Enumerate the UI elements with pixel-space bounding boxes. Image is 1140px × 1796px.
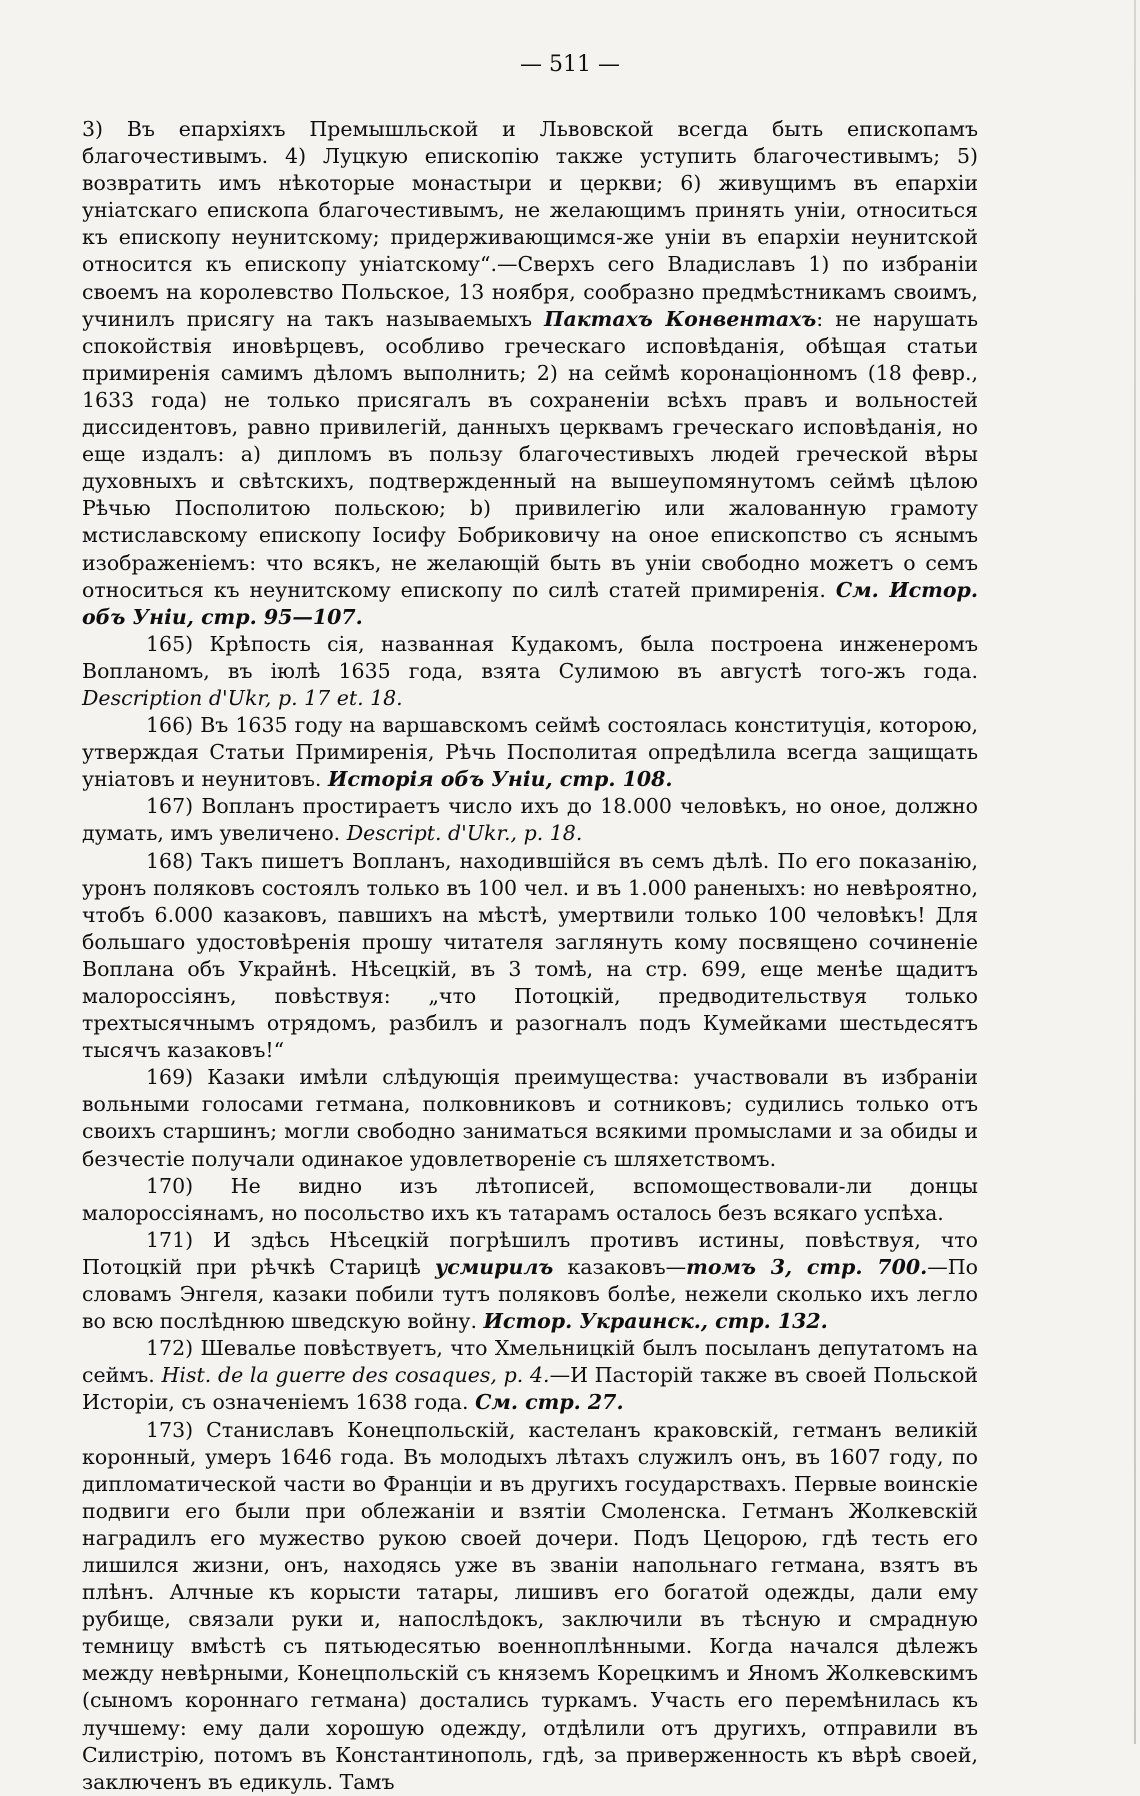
page-edge	[1134, 0, 1136, 1744]
footnote-paragraph	[82, 116, 978, 631]
footnote-paragraph	[82, 712, 978, 793]
paragraph-text: 166) Въ 1635 году на варшавскомъ сеймѣ состоялась конституцiя, которою, утверждая Статьи Примиренiя, Рѣчь Посполитая опредѣлила всегда защищать унiатовъ и неунитовъ.	[82, 713, 978, 792]
paragraph-text: —И Пасторiй также въ своей Польской Исторiи, съ означенiемъ 1638 года.	[82, 1363, 978, 1415]
reference: Исторiя объ Унiи, стр. 108.	[327, 767, 673, 792]
reference: усмирилъ	[435, 1254, 554, 1279]
reference: Пактахъ Конвентахъ	[544, 306, 817, 331]
footnote-paragraph	[82, 1227, 978, 1335]
paragraph-text: 170) Не видно изъ лѣтописей, вспомоществовали-ли донцы малороссiянамъ, но посольство ихъ къ татарамъ осталось безъ всякаго успѣха.	[82, 1173, 978, 1225]
reference: Hist. de la guerre des cosaques, p. 4.	[161, 1363, 550, 1388]
paragraph-text: —По словамъ Энгеля, казаки побили тутъ поляковъ болѣе, нежели сколько ихъ легло во всю послѣднюю шведскую войну.	[82, 1254, 978, 1334]
reference: См. Истор. объ Унiи, стр. 95—107.	[82, 577, 979, 629]
reference: Description d'Ukr, p. 17 et. 18.	[82, 685, 403, 710]
footnote-paragraph	[82, 848, 978, 1065]
paragraph-text: 169) Казаки имѣли слѣдующiя преимущества: участвовали въ избранiи вольными голосами гетмана, полковниковъ и сотниковъ; судились только отъ своихъ старшинъ; могли свободно заниматься всякими промыслами и за обиды и безчестiе получали одинакое удовлетворенiе съ шляхетствомъ.	[82, 1065, 978, 1171]
footnote-paragraph	[82, 1335, 978, 1416]
footnote-paragraph	[82, 1417, 978, 1796]
reference: томъ 3, стр. 700.	[686, 1254, 928, 1279]
paragraph-text: казаковъ—	[553, 1254, 687, 1279]
footnote-paragraph	[82, 793, 978, 847]
reference: См. стр. 27.	[475, 1390, 624, 1415]
footnote-paragraph	[82, 631, 978, 712]
paragraph-text: : не нарушать спокойствiя иновѣрцевъ, особливо греческаго исповѣданiя, обѣщая статьи примиренiя самимъ дѣломъ выполнить; 2) на сеймѣ коронацiонномъ (18 февр., 1633 года) не только присягалъ въ сохраненiи всѣхъ правъ и вольностей диссидентовъ, равно привилегiй, данныхъ церквамъ греческаго исповѣданiя, но еще издалъ: а) дипломъ въ пользу благочестивыхъ людей греческой вѣры духовныхъ и свѣтскихъ, подтвержденный на вышеупомянутомъ сеймѣ цѣлою Рѣчью Посполитою польскою; b) привилегiю или жалованную грамоту мстиславскому епископу Iосифу Бобриковичу на оное епископство съ яснымъ изображенiемъ: что всякъ, не желающiй быть въ унiи свободно можетъ о семъ относиться къ неунитскому епископу по силѣ статей примиренiя.	[82, 306, 978, 602]
reference: Истор. Украинск., стр. 132.	[483, 1309, 828, 1334]
page-number: — 511 —	[520, 52, 620, 77]
paragraph-text: 173) Станиславъ Конецпольскiй, кастеланъ краковскiй, гетманъ великiй коронный, умеръ 1646 года. Въ молодыхъ лѣтахъ служилъ онъ, въ 1607 году, по дипломатической части во Францiи и въ другихъ государствахъ. Первые воинскiе подвиги его были при облежанiи и взятiи Смоленска. Гетманъ Жолкевскiй наградилъ его мужество рукою своей дочери. Подъ Цецорою, гдѣ тесть его лишился жизни, онъ, находясь уже въ званiи напольнаго гетмана, взятъ въ плѣнъ. Алчные къ корысти татары, лишивъ его богатой одежды, дали ему рубище, связали руки и, напослѣдокъ, заключили въ тѣсную и смрадную темницу вмѣстѣ съ пятьюдесятью военноплѣнными. Когда начался дѣлежъ между невѣрными, Конецпольскiй съ княземъ Корецкимъ и Яномъ Жолкевскимъ (сыномъ короннаго гетмана) достались туркамъ. Участь его перемѣнилась къ лучшему: ему дали хорошую одежду, отдѣлили отъ другихъ, отправили въ Силистрiю, потомъ въ Константинополь, гдѣ, за приверженность къ вѣрѣ своей, заключенъ въ едикуль. Тамъ	[82, 1417, 978, 1794]
paragraph-text: 172) Шевалье повѣствуетъ, что Хмельницкiй былъ посыланъ депутатомъ на сеймъ.	[82, 1336, 978, 1388]
footnote-paragraph	[82, 1173, 978, 1227]
paragraph-text: 3) Въ епархiяхъ Премышльской и Львовской всегда быть епископамъ благочестивымъ. 4) Луцкую епископiю также уступить благочестивымъ; 5) возвратить имъ нѣкоторые монастыри и церкви; 6) живущимъ въ епархiи унiатскаго епископа благочестивымъ, не желающимъ принять унiи, относиться къ епископу неунитскому; придерживающимся-же унiи въ епархiи неунитской относится къ епископу унiатскому“.—Сверхъ сего Владиславъ 1) по избранiи своемъ на королевство Польское, 13 ноября, сообразно предмѣстникамъ своимъ, учинилъ присягу на такъ называемыхъ	[82, 117, 978, 331]
paragraph-text: 167) Вопланъ простираетъ число ихъ до 18.000 человѣкъ, но оное, должно думать, имъ увеличено.	[82, 794, 978, 846]
body-text	[82, 116, 978, 1796]
reference: Descript. d'Ukr., p. 18.	[346, 821, 583, 846]
paragraph-text: 168) Такъ пишетъ Вопланъ, находившiйся въ семъ дѣлѣ. По его показанiю, уронъ поляковъ состоялъ только въ 100 чел. и въ 1.000 раненыхъ: но невѣроятно, чтобъ 6.000 казаковъ, павшихъ на мѣстѣ, умертвили только 100 человѣкъ! Для большаго удостовѣренiя прошу читателя заглянуть кому посвящено сочиненiе Воплана объ Украйнѣ. Нѣсецкiй, въ 3 томѣ, на стр. 699, еще менѣе щадитъ малороссiянъ, повѣствуя: „что Потоцкiй, предводительствуя только трехтысячнымъ отрядомъ, разбилъ и разогналъ подъ Кумейками шестьдесятъ тысячъ казаковъ!“	[82, 848, 978, 1063]
paragraph-text: 171) И здѣсь Нѣсецкiй погрѣшилъ противъ истины, повѣствуя, что Потоцкiй при рѣчкѣ Старицѣ	[82, 1227, 978, 1279]
paragraph-text: 165) Крѣпость сiя, названная Кудакомъ, была построена инженеромъ Вопланомъ, въ iюлѣ 1635 года, взята Сулимою въ августѣ того-жъ года.	[82, 631, 978, 683]
footnote-paragraph	[82, 1064, 978, 1172]
